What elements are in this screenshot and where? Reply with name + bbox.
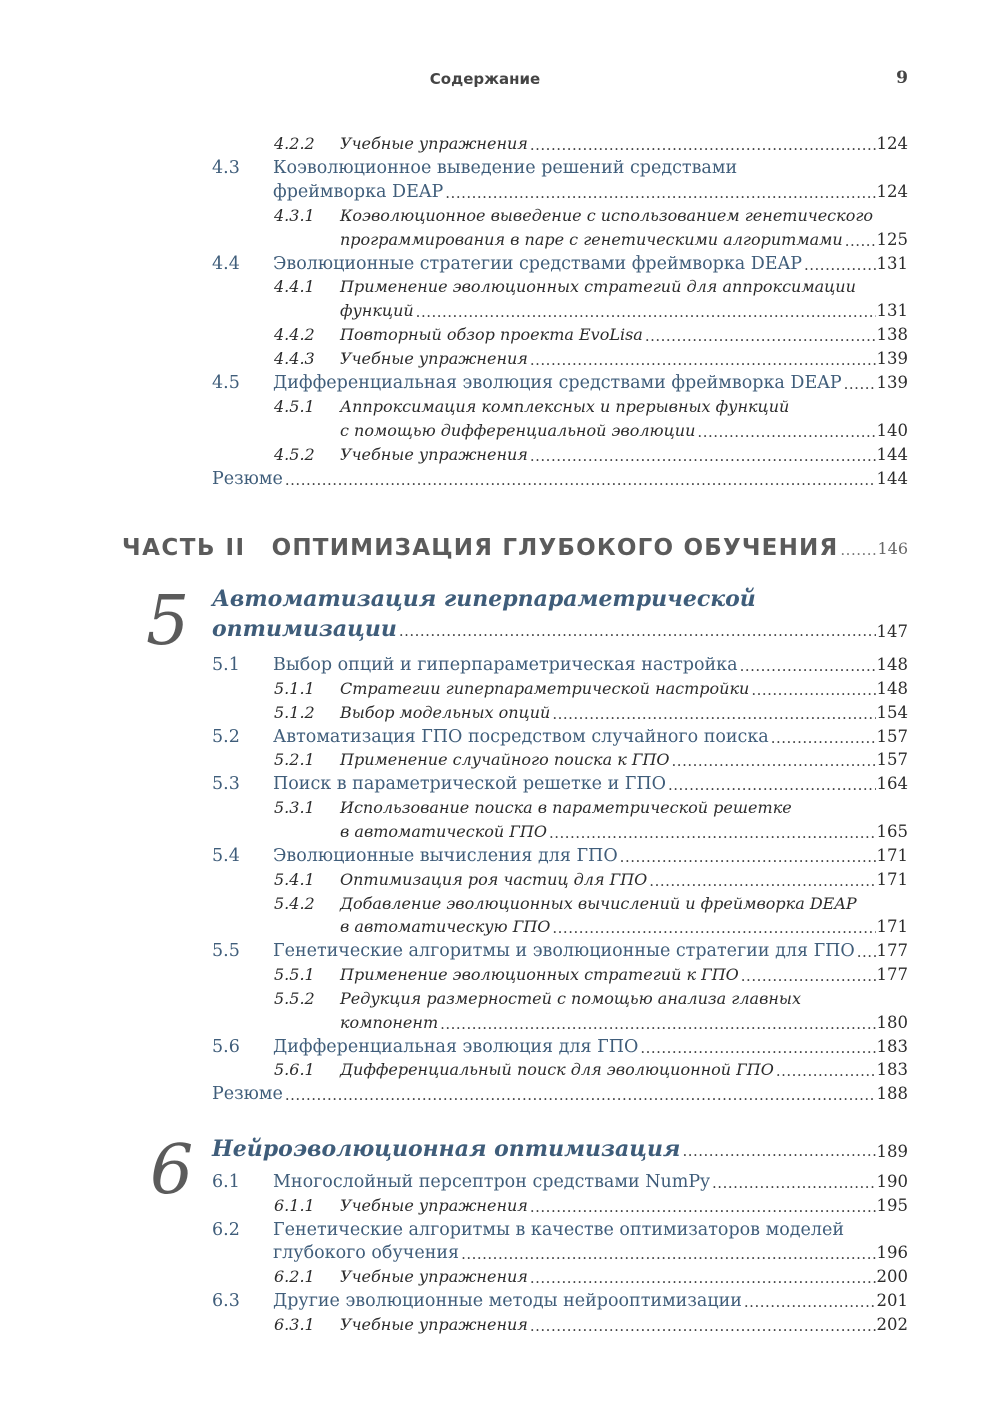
toc-entry-title: Учебные упражнения (340, 1314, 528, 1334)
dot-leader (771, 725, 876, 749)
dot-leader (285, 1082, 876, 1106)
toc-entry-title: Применение эволюционных стратегий для аппроксимации (340, 277, 856, 297)
part-title: ОПТИМИЗАЦИЯ ГЛУБОКОГО ОБУЧЕНИЯ (271, 535, 839, 561)
toc-entry-title: Учебные упражнения (340, 349, 528, 369)
dot-leader (776, 1058, 876, 1082)
toc-entry (0, 1289, 1000, 1313)
toc-entry (0, 419, 1000, 443)
toc-entry-page: 180 (876, 1012, 908, 1032)
toc-entry-title: Выбор опций и гиперпараметрическая настройка (273, 655, 738, 675)
dot-leader (440, 1011, 875, 1035)
toc-entry (0, 772, 1000, 796)
toc-entry-number: 4.5 (212, 373, 240, 393)
toc-entry-page: 125 (876, 229, 908, 249)
dot-leader (530, 132, 876, 156)
toc-entry (0, 275, 1000, 299)
toc-entry-title: Эволюционные вычисления для ГПО (273, 845, 618, 866)
toc-entry-number: 4.3.1 (274, 205, 315, 225)
toc-entry (0, 653, 1000, 677)
toc-entry-number: 5.3.1 (274, 798, 315, 818)
toc-entry-title: в автоматическую ГПО (340, 917, 551, 937)
toc-entry-page: 183 (876, 1036, 908, 1056)
dot-leader (857, 939, 876, 963)
toc-entry-page: 200 (876, 1267, 908, 1287)
toc-entry-number: 5.5 (212, 941, 240, 962)
toc-entry (0, 156, 1000, 180)
chapter-5-title-text: Автоматизация гиперпараметрической (212, 586, 756, 612)
toc-entry (0, 132, 1000, 156)
toc-entry (0, 892, 1000, 916)
dot-leader (416, 299, 876, 323)
toc-entry-number: 5.1.2 (274, 702, 315, 722)
toc-entry-title: Учебные упражнения (340, 444, 528, 464)
toc-entry-page: 148 (876, 655, 908, 674)
toc-entry-title: фреймворка DEAP (273, 181, 444, 202)
toc-entry-title: Повторный обзор проекта EvoLisa (340, 325, 643, 345)
toc-entry (0, 701, 1000, 725)
toc-entry (0, 915, 1000, 939)
toc-entry-title: Многослойный персептрон средствами NumPy (273, 1172, 711, 1192)
toc-entry-number: 4.5.1 (274, 396, 315, 416)
part-label: ЧАСТЬ II (122, 535, 246, 561)
dot-leader (640, 1035, 875, 1059)
toc-entry-number: 5.4.1 (274, 869, 315, 889)
toc-entry (0, 1313, 1000, 1337)
dot-leader (620, 844, 876, 868)
dot-leader (285, 467, 876, 491)
toc-entry-page: 144 (876, 444, 908, 464)
toc-entry-title: Учебные упражнения (340, 1195, 528, 1215)
toc-entry (0, 467, 1000, 491)
toc-entry-page: 165 (876, 821, 908, 841)
toc-entry-title: компонент (340, 1012, 439, 1032)
toc-entry-title: Оптимизация роя частиц для ГПО (340, 869, 648, 889)
dot-leader (530, 347, 876, 371)
toc-entry (0, 395, 1000, 419)
dot-leader (668, 772, 876, 796)
toc-entry-page: 188 (876, 1084, 908, 1104)
dot-leader (552, 915, 875, 939)
toc-entry (0, 987, 1000, 1011)
toc-entry-page: 140 (876, 420, 908, 440)
toc-entry-page: 177 (876, 941, 908, 961)
toc-entry-number: 5.4 (212, 845, 240, 866)
toc-entry-title: программирования в паре с генетическими алгоритмами (340, 229, 843, 249)
toc-entry-page: 171 (876, 845, 908, 865)
toc-entry-title: Применение случайного поиска к ГПО (340, 750, 670, 770)
toc-entry (0, 868, 1000, 892)
toc-entry-page: 190 (876, 1172, 908, 1191)
toc-entry-title: Стратегии гиперпараметрической настройки (340, 678, 750, 698)
toc-entry-title: в автоматической ГПО (340, 821, 547, 841)
running-header-title: Содержание (429, 70, 541, 88)
toc-entry-page: 148 (876, 678, 908, 698)
dot-leader (844, 371, 876, 395)
dot-leader (741, 963, 876, 987)
part-page: 146 (877, 539, 908, 558)
toc-entry-title: Генетические алгоритмы в качестве оптимизаторов моделей (273, 1219, 845, 1240)
dot-leader (461, 1241, 875, 1265)
dot-leader (530, 1265, 876, 1289)
toc-entry-title: Добавление эволюционных вычислений и фреймворка DEAP (340, 893, 857, 913)
toc-entry-page: 138 (876, 325, 908, 345)
toc-entry (0, 963, 1000, 987)
toc-entry-number: 4.4.2 (274, 325, 315, 345)
toc-entry (0, 939, 1000, 963)
toc-entry-number: 5.2.1 (274, 750, 315, 770)
toc-entry (0, 748, 1000, 772)
toc-entry (0, 204, 1000, 228)
toc-entry-title: Другие эволюционные методы нейрооптимизации (273, 1291, 742, 1311)
toc-entry (0, 1058, 1000, 1082)
chapter-6-title-text: Нейроэволюционная оптимизация (212, 1136, 681, 1162)
dot-leader (530, 443, 876, 467)
toc-entry-number: 6.2 (212, 1219, 240, 1240)
toc-entry-title: Эволюционные стратегии средствами фреймворка DEAP (273, 253, 802, 274)
toc-entry (0, 1265, 1000, 1289)
toc-entry-number: 6.2.1 (274, 1267, 315, 1287)
toc-entry (0, 347, 1000, 371)
dot-leader (399, 618, 876, 644)
toc-entry (0, 820, 1000, 844)
toc-entry-page: 157 (876, 726, 908, 746)
toc-entry-title: Поиск в параметрической решетке и ГПО (273, 774, 666, 795)
toc-entry-title: Дифференциальная эволюция для ГПО (273, 1036, 639, 1057)
toc-entry-number: 5.5.1 (274, 965, 315, 985)
toc-entry-page: 202 (876, 1314, 908, 1334)
toc-entry-page: 171 (876, 917, 908, 937)
toc-entry (0, 228, 1000, 252)
dot-leader (682, 1138, 875, 1164)
dot-leader (804, 252, 876, 276)
toc-entry-number: 5.2 (212, 726, 240, 747)
toc-entry-title: функций (340, 301, 414, 321)
toc-entry-title: с помощью дифференциальной эволюции (340, 420, 696, 440)
dot-leader (697, 419, 875, 443)
toc-entry-number: 6.3 (212, 1291, 240, 1311)
chapter-6-number: 6 (150, 1131, 194, 1210)
toc-entry-number: 6.1.1 (274, 1195, 315, 1215)
toc-entry-title: Резюме (212, 468, 283, 489)
toc-entry-title: Применение эволюционных стратегий к ГПО (340, 965, 739, 985)
toc-entry-number: 5.6 (212, 1036, 240, 1057)
toc-entry-page: 139 (876, 373, 908, 392)
chapter-5-title-text: оптимизации (212, 616, 397, 642)
toc-entry-number: 5.1 (212, 655, 240, 675)
toc-entry-page: 183 (876, 1060, 908, 1080)
toc-entry-page: 144 (876, 468, 908, 488)
toc-entry-page: 131 (876, 253, 908, 273)
toc-entry-page: 131 (876, 301, 908, 321)
dot-leader (552, 701, 875, 725)
toc-entry (0, 371, 1000, 395)
toc-entry (0, 677, 1000, 701)
chapter-5-title-line2 (212, 614, 908, 644)
toc-entry-number: 4.4 (212, 253, 240, 274)
chapter-5-title-line1 (212, 584, 908, 614)
dot-leader (530, 1194, 876, 1218)
toc-entry-number: 5.6.1 (274, 1060, 315, 1080)
toc-entry (0, 180, 1000, 204)
toc-entry-page: 195 (876, 1195, 908, 1215)
toc-entry-number: 6.1 (212, 1172, 240, 1192)
page-number: 9 (896, 68, 908, 88)
toc-entry-page: 157 (876, 750, 908, 770)
toc-entry (0, 443, 1000, 467)
toc-entry-page: 124 (876, 134, 908, 153)
toc-entry-number: 5.3 (212, 774, 240, 795)
toc-entry (0, 252, 1000, 276)
toc-entry (0, 796, 1000, 820)
toc-entry-number: 4.4.1 (274, 277, 315, 297)
toc-entry (0, 299, 1000, 323)
chapter-6-page: 189 (876, 1142, 908, 1161)
part-heading (122, 529, 908, 561)
toc-entry (0, 1194, 1000, 1218)
toc-entry-title: Генетические алгоритмы и эволюционные стратегии для ГПО (273, 941, 855, 962)
toc-entry-title: Дифференциальный поиск для эволюционной ГПО (340, 1060, 774, 1080)
toc-entry-number: 4.2.2 (274, 134, 315, 153)
dot-leader (751, 677, 875, 701)
dot-leader (712, 1170, 875, 1194)
toc-entry-number: 4.5.2 (274, 444, 315, 464)
dot-leader (530, 1313, 876, 1337)
toc-entry-title: Редукция размерностей с помощью анализа главных (340, 988, 801, 1008)
toc-entry-page: 139 (876, 349, 908, 369)
toc-entry-title: Автоматизация ГПО посредством случайного поиска (273, 726, 769, 747)
toc-entry-title: глубокого обучения (273, 1243, 460, 1264)
toc-entry-number: 4.3 (212, 157, 240, 178)
chapter-5-number: 5 (146, 582, 190, 661)
toc-entry-title: Дифференциальная эволюция средствами фреймворка DEAP (273, 373, 842, 393)
toc-entry-title: Коэволюционное выведение с использованием генетического (340, 205, 874, 225)
dot-leader (845, 228, 876, 252)
toc-entry-title: Учебные упражнения (340, 1267, 528, 1287)
toc-entry (0, 725, 1000, 749)
toc-entry (0, 1035, 1000, 1059)
toc-entry-title: Выбор модельных опций (340, 702, 551, 722)
toc-entry-page: 196 (876, 1243, 908, 1263)
toc-entry (0, 844, 1000, 868)
toc-entry-number: 5.1.1 (274, 678, 315, 698)
toc-entry-title: Коэволюционное выведение решений средствами (273, 157, 738, 178)
toc-entry-title: Резюме (212, 1084, 283, 1105)
dot-leader (549, 820, 876, 844)
dot-leader (645, 323, 876, 347)
toc-entry (0, 1241, 1000, 1265)
toc-entry-number: 4.4.3 (274, 349, 315, 369)
toc-entry-title: Использование поиска в параметрической решетке (340, 798, 792, 818)
toc-entry-page: 177 (876, 965, 908, 985)
toc-entry-page: 171 (876, 869, 908, 889)
toc-entry (0, 1170, 1000, 1194)
toc-entry (0, 1011, 1000, 1035)
toc-entry-page: 201 (876, 1291, 908, 1310)
toc-entry (0, 1082, 1000, 1106)
toc-entry (0, 323, 1000, 347)
toc-entry-page: 164 (876, 774, 908, 794)
chapter-5-page: 147 (876, 622, 908, 641)
dot-leader (840, 537, 876, 561)
toc-entry (0, 1218, 1000, 1242)
toc-entry-page: 124 (876, 181, 908, 201)
toc-entry-number: 5.5.2 (274, 988, 315, 1008)
toc-entry-title: Аппроксимация комплексных и прерывных функций (340, 396, 790, 416)
toc-entry-number: 6.3.1 (274, 1314, 315, 1334)
toc-entry-number: 5.4.2 (274, 893, 315, 913)
toc-entry-title: Учебные упражнения (340, 134, 528, 153)
dot-leader (744, 1289, 876, 1313)
dot-leader (649, 868, 875, 892)
chapter-6-title-line (212, 1134, 908, 1164)
dot-leader (740, 653, 876, 677)
dot-leader (672, 748, 876, 772)
toc-entry-page: 154 (876, 702, 908, 722)
dot-leader (445, 180, 875, 204)
